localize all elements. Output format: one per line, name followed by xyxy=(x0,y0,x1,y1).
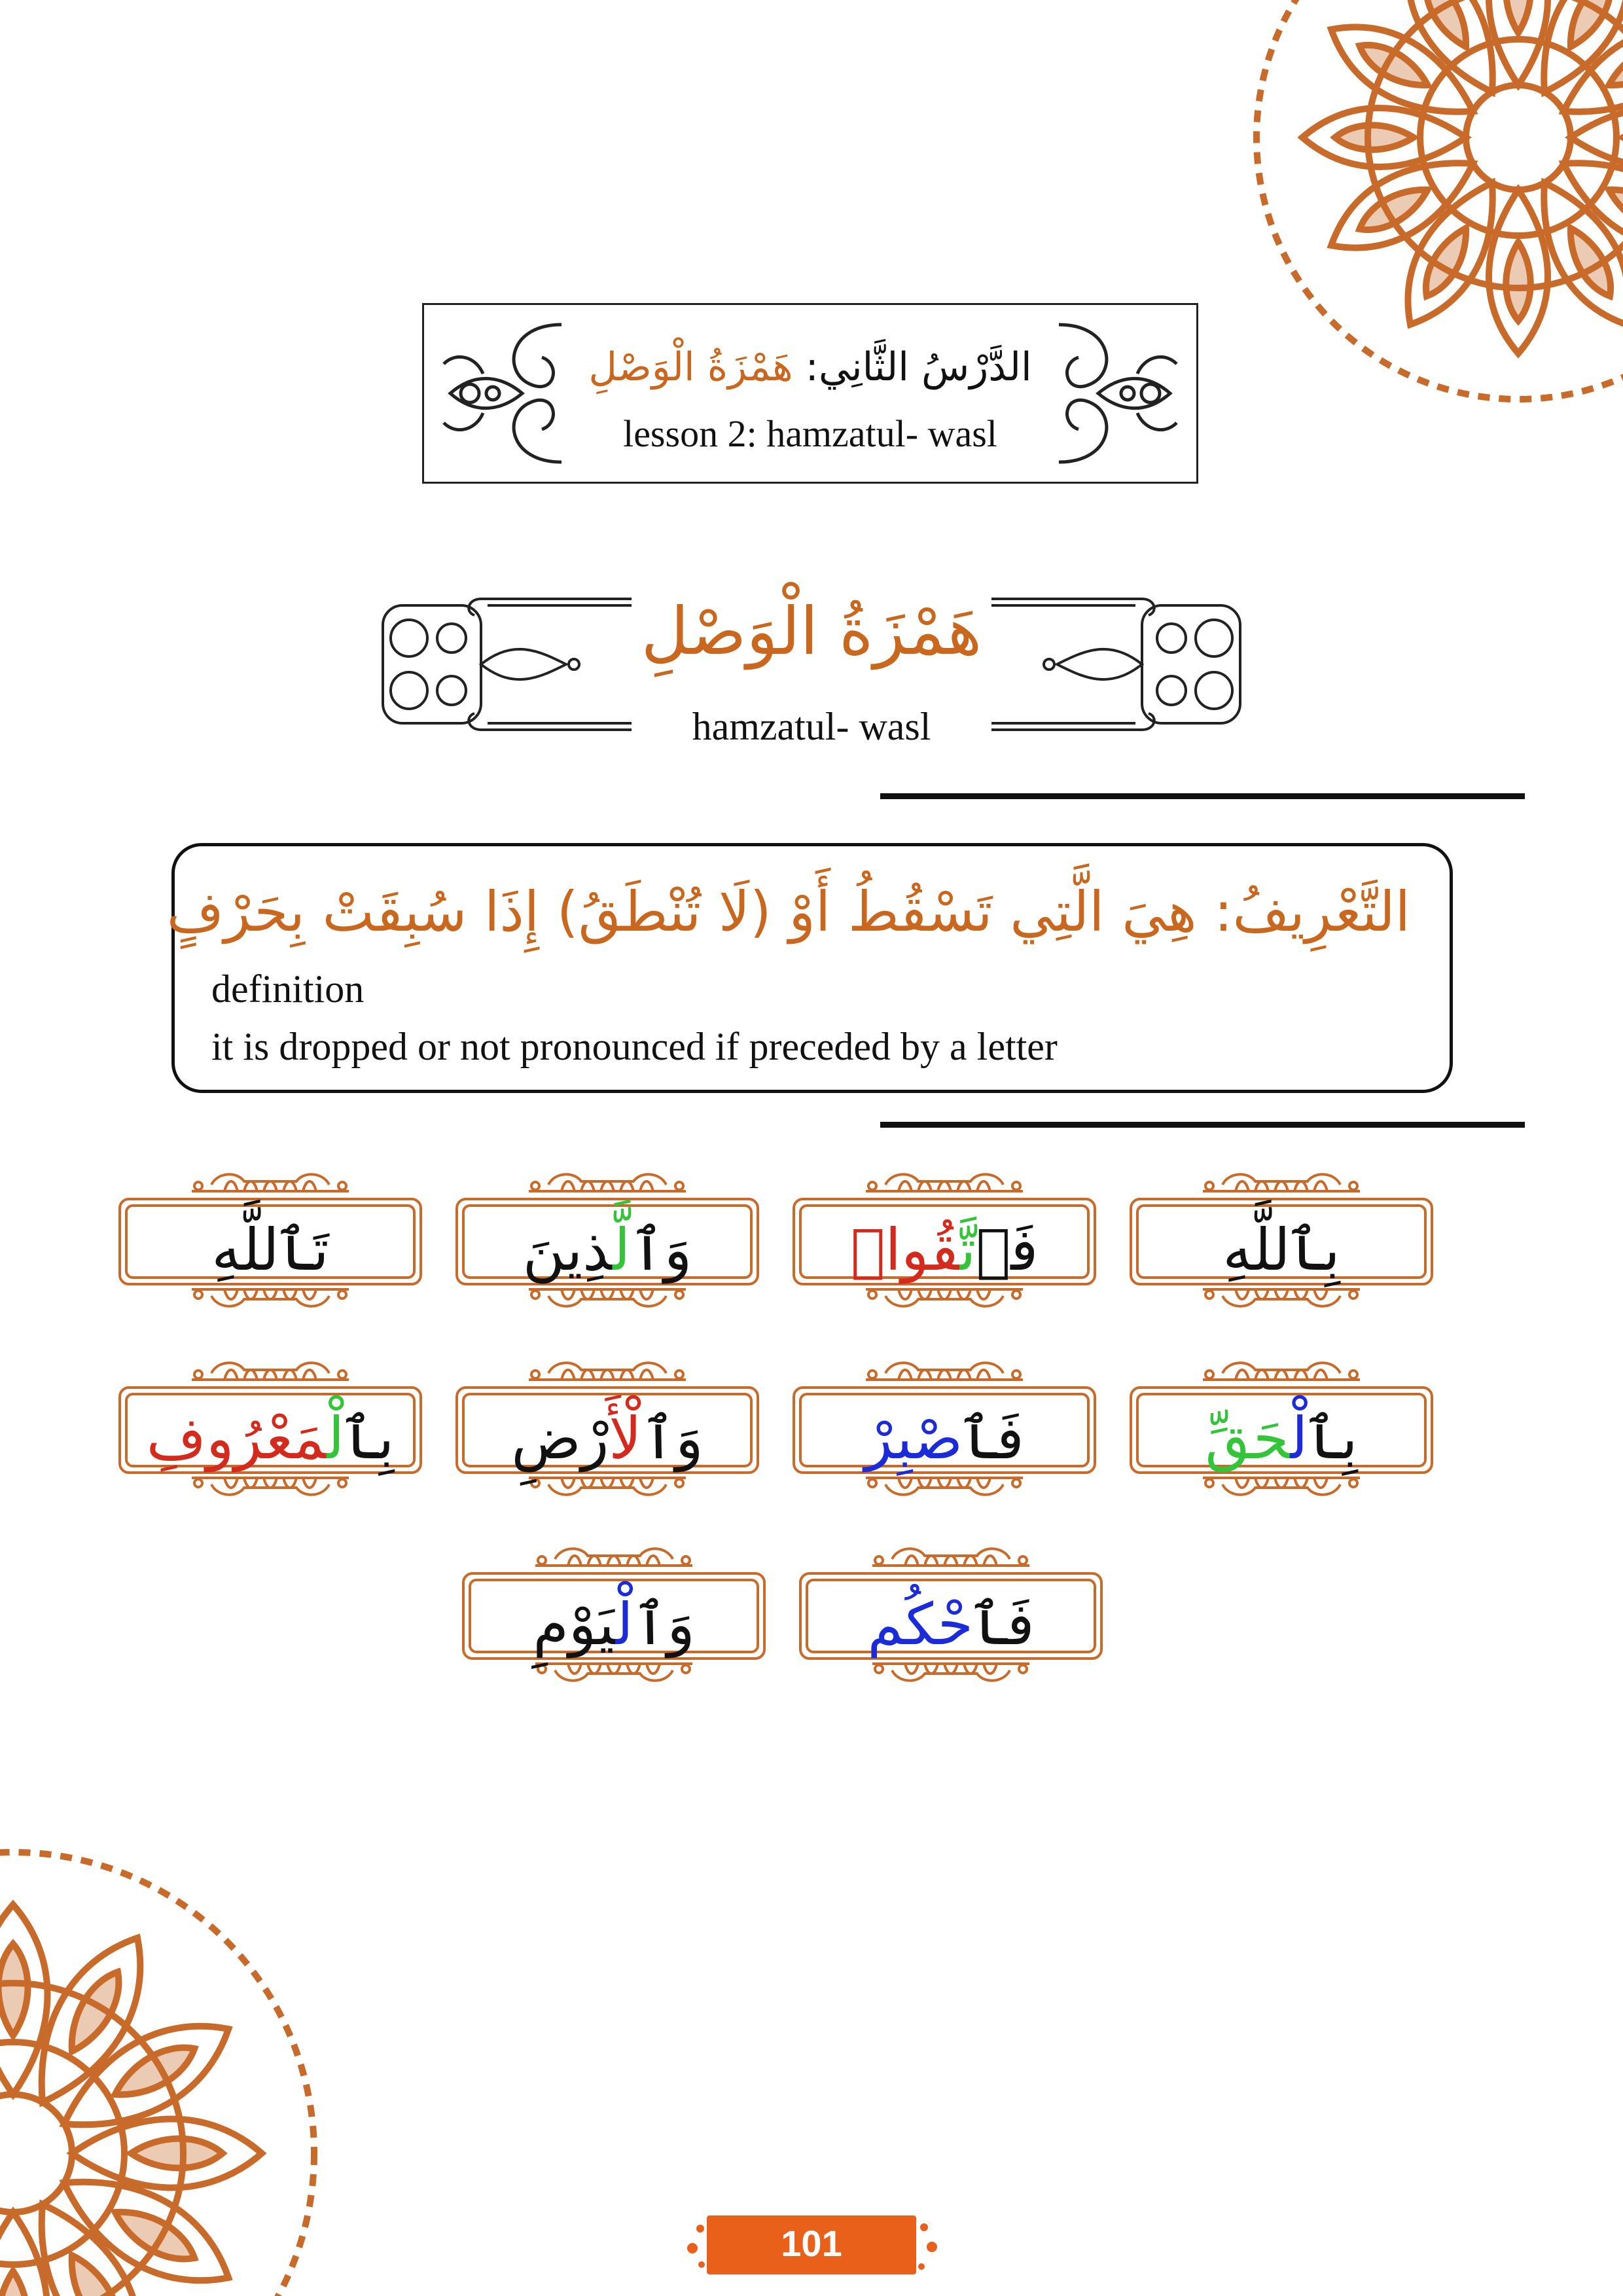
word-highlight-mid: لْ xyxy=(327,1405,345,1472)
word-lead: فَٱ xyxy=(963,1405,1024,1472)
definition-label: definition xyxy=(211,967,365,1011)
example-word xyxy=(794,1588,1108,1660)
example-word xyxy=(450,1214,764,1286)
lesson-title-arabic xyxy=(424,341,1196,393)
example-card xyxy=(787,1158,1101,1322)
example-word xyxy=(1124,1214,1438,1286)
word-lead: فَٱ xyxy=(972,1590,1035,1658)
word-tail: مَعْرُوفِ xyxy=(146,1405,327,1472)
example-word xyxy=(450,1403,764,1475)
example-word xyxy=(457,1588,771,1660)
word-highlight-mid: لْ xyxy=(1290,1405,1308,1472)
word-tail: يَوْمِ xyxy=(533,1590,616,1658)
section-title-arabic: هَمْزَةُ الْوَصْلِ xyxy=(641,593,982,670)
example-word xyxy=(787,1214,1101,1286)
word-tail: بِرْ xyxy=(865,1405,914,1472)
word-tail: أَرْضِ xyxy=(511,1405,609,1472)
word-lead: تَٱ xyxy=(279,1216,329,1283)
divider-top xyxy=(880,793,1525,799)
word-tail: حَقِّ xyxy=(1205,1405,1291,1472)
example-card xyxy=(113,1158,427,1322)
definition-box xyxy=(166,843,1453,1093)
word-lead: بِٱ xyxy=(344,1405,395,1472)
word-lead: وَٱ xyxy=(633,1590,695,1658)
example-card xyxy=(113,1347,427,1511)
example-word xyxy=(787,1403,1101,1475)
word-lead: وَٱ xyxy=(630,1216,692,1283)
divider-bottom xyxy=(880,1122,1525,1128)
example-card xyxy=(450,1347,764,1511)
example-card xyxy=(1124,1347,1438,1511)
word-lead: فَٱ xyxy=(976,1216,1039,1283)
page-number-badge xyxy=(681,2209,942,2281)
example-card xyxy=(794,1533,1108,1696)
word-highlight-mid: حْ xyxy=(937,1590,973,1658)
word-highlight-mid: لْ xyxy=(615,1590,633,1658)
example-word xyxy=(1124,1403,1438,1475)
word-highlight-mid: صْ xyxy=(914,1405,963,1472)
example-card xyxy=(450,1158,764,1322)
example-word xyxy=(113,1403,427,1475)
page-number: 101 xyxy=(781,2223,842,2264)
mandala-ornament-top-right xyxy=(1230,0,1623,511)
definition-arabic: التَّعْرِيفُ: هِيَ الَّتِي تَسْقُطُ أَوْ (لَا تُنْطَقُ) إِذَا سُبِقَتْ بِحَرْفٍ xyxy=(166,880,1410,944)
word-lead: بِٱ xyxy=(1308,1405,1358,1472)
lesson-title-topic: هَمْزَةُ الْوَصْلِ xyxy=(588,344,793,390)
definition-english: it is dropped or not pronounced if preceded by a letter xyxy=(211,1025,1058,1068)
word-highlight-mid: لَّ xyxy=(613,1216,631,1283)
word-highlight-mid: لْ xyxy=(609,1405,642,1472)
section-title-english: hamzatul- wasl xyxy=(692,705,931,748)
lesson-title-english: lesson 2: hamzatul- wasl xyxy=(623,412,997,455)
word-tail: كُم xyxy=(867,1590,938,1658)
example-card xyxy=(457,1533,771,1696)
word-tail: ذِينَ xyxy=(522,1216,613,1283)
mandala-ornament-bottom-left xyxy=(0,1761,393,2296)
word-highlight-mid: تَّ xyxy=(959,1216,976,1283)
word-highlight-mid: للَّهِ xyxy=(1222,1216,1291,1283)
word-highlight-mid: للَّهِ xyxy=(211,1216,279,1283)
example-word xyxy=(113,1214,427,1286)
lesson-title-prefix: الدَّرْسُ الثَّانِي: xyxy=(793,344,1032,390)
example-card xyxy=(787,1347,1101,1511)
example-card xyxy=(1124,1158,1438,1322)
word-lead: بِٱ xyxy=(1290,1216,1340,1283)
lesson-header-box xyxy=(422,303,1198,484)
word-tail: قُوا۟ xyxy=(850,1216,960,1283)
word-lead: وَٱ xyxy=(641,1405,704,1472)
